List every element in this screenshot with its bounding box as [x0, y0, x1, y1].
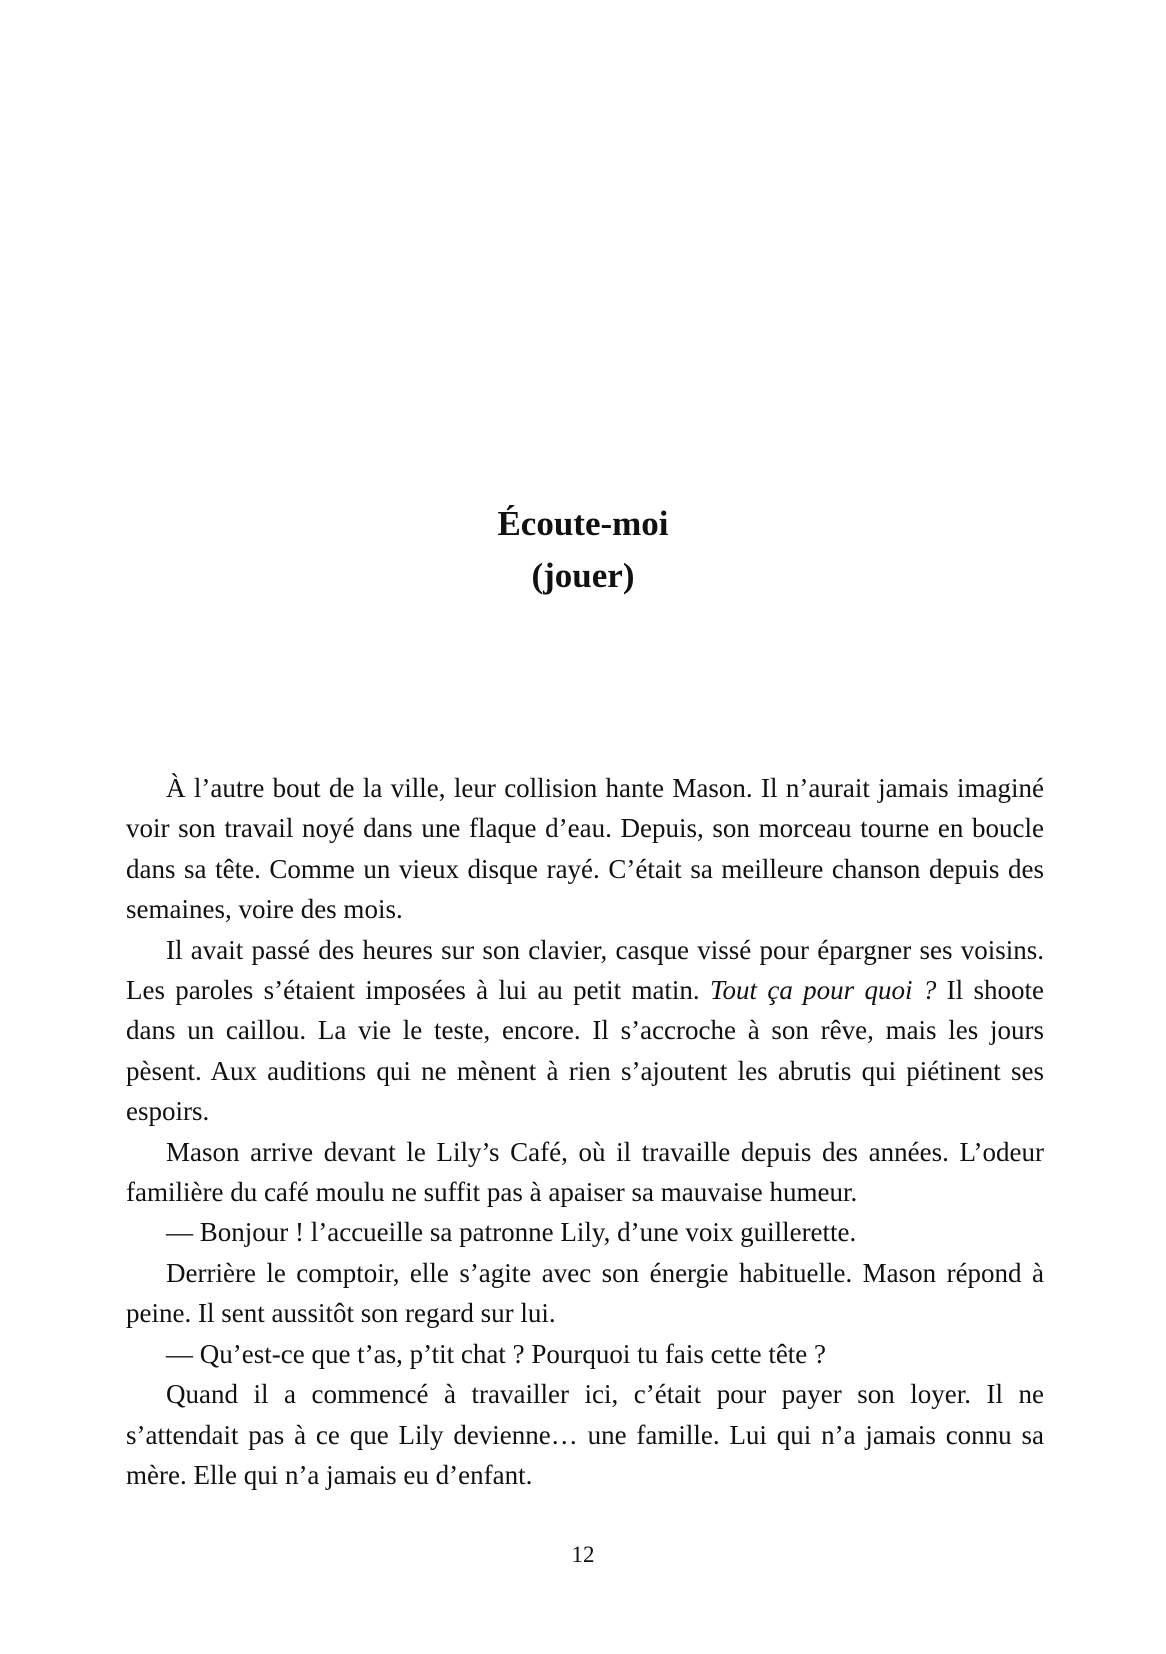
chapter-title — [0, 498, 1166, 602]
paragraph-text: Derrière le comptoir, elle s’agite avec son énergie habituelle. Mason répond à peine. Il sent aussitôt son regard sur lui. — [126, 1257, 1044, 1329]
page-number: 12 — [571, 1542, 595, 1567]
chapter-body — [126, 768, 1044, 1495]
paragraph — [126, 768, 1044, 930]
paragraph-text: — Bonjour ! l’accueille sa patronne Lily, d’une voix guillerette. — [166, 1217, 857, 1248]
paragraph — [126, 930, 1044, 1132]
chapter-title-main: Écoute-moi — [497, 504, 669, 543]
paragraph-text: Il avait passé des heures sur son clavier, casque vissé pour épargner ses voisins. Les paroles s’étaient imposées à lui au petit matin. — [126, 934, 1044, 1006]
dialogue-paragraph — [126, 1212, 1044, 1252]
paragraph-italic-text: Tout ça pour quoi ? — [710, 975, 937, 1006]
paragraph-text: Quand il a commencé à travailler ici, c’était pour payer son loyer. Il ne s’attendait pas à ce que Lily devienne… une famille. Lui qui n’a jamais connu sa mère. Elle qui n’a jamais eu d’enfant. — [126, 1379, 1044, 1490]
paragraph-text: — Qu’est-ce que t’as, p’tit chat ? Pourquoi tu fais cette tête ? — [166, 1338, 827, 1369]
dialogue-paragraph — [126, 1334, 1044, 1374]
chapter-title-subtitle: (jouer) — [531, 556, 635, 595]
paragraph-text: À l’autre bout de la ville, leur collision hante Mason. Il n’aurait jamais imaginé voir son travail noyé dans une flaque d’eau. Depuis, son morceau tourne en boucle dans sa tête. Comme un vieux disque rayé. C’était sa meilleure chanson depuis des semaines, voire des mois. — [126, 773, 1044, 925]
paragraph — [126, 1253, 1044, 1334]
paragraph — [126, 1132, 1044, 1213]
paragraph-text: Mason arrive devant le Lily’s Café, où il travaille depuis des années. L’odeur familière du café moulu ne suffit pas à apaiser sa mauvaise humeur. — [126, 1136, 1044, 1208]
paragraph-text: Il shoote dans un caillou. La vie le teste, encore. Il s’accroche à son rêve, mais les jours pèsent. Aux auditions qui ne mènent à rien s’ajoutent les abrutis qui piétinent ses espoirs. — [126, 975, 1044, 1127]
paragraph — [126, 1374, 1044, 1495]
